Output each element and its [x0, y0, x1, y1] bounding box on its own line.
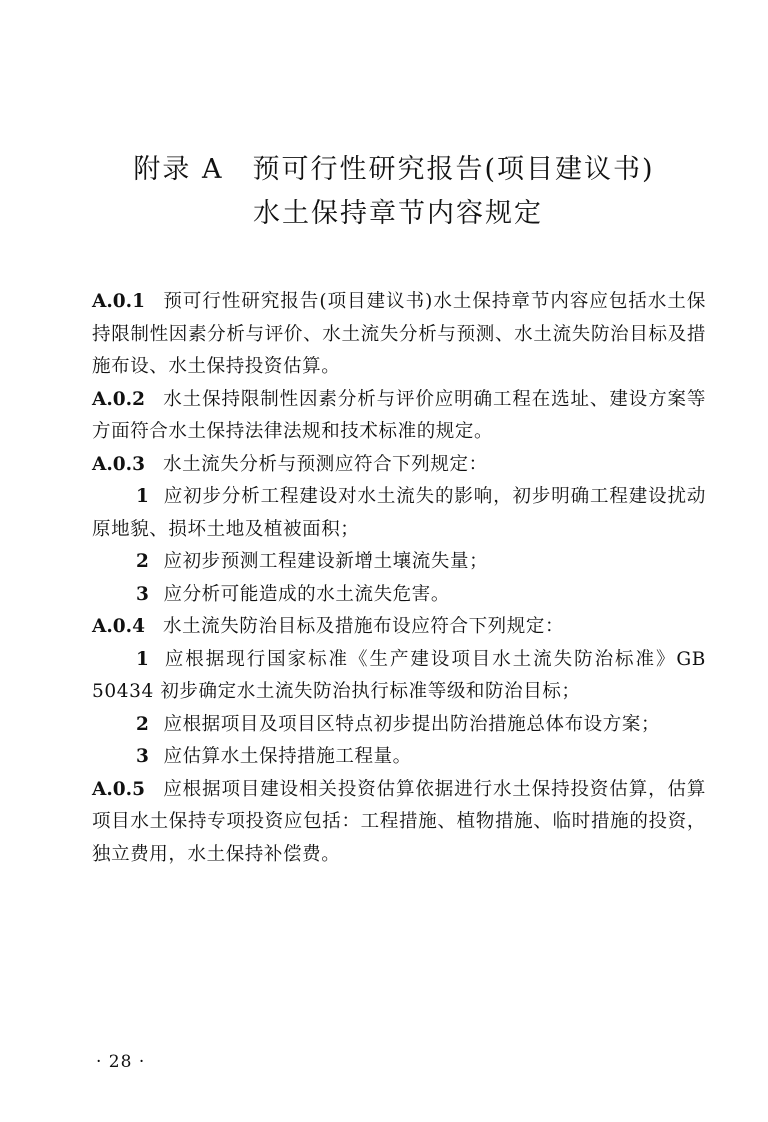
item-text: 应估算水土保持措施工程量。: [163, 746, 412, 767]
item-number: 1: [136, 486, 150, 507]
clause-text: 水土流失防治目标及措施布设应符合下列规定：: [162, 616, 565, 637]
clause-text: 水土保持限制性因素分析与评价应明确工程在选址、建设方案等方面符合水土保持法律法规和技术标准的规定。: [92, 388, 706, 442]
item-text: 应根据项目及项目区特点初步提出防治措施总体布设方案；: [163, 713, 661, 735]
clause-a05: [92, 774, 706, 872]
appendix-subtitle: 水土保持章节内容规定: [253, 198, 543, 229]
clause-a02: [92, 384, 706, 449]
clause-text: 预可行性研究报告(项目建议书)水土保持章节内容应包括水土保持限制性因素分析与评价、水土流失分析与预测、水土流失防治目标及措施布设、水土保持投资估算。: [92, 291, 706, 377]
list-item: [92, 644, 706, 709]
item-text: 应初步分析工程建设对水土流失的影响，初步明确工程建设扰动原地貌、损坏土地及植被面积；: [92, 486, 706, 540]
list-item: [92, 579, 706, 612]
clause-number: A.0.5: [92, 778, 145, 800]
list-item: [92, 709, 706, 742]
page-number: · 28 ·: [96, 1052, 146, 1072]
clause-number: A.0.4: [92, 616, 145, 637]
item-text: 应根据现行国家标准《生产建设项目水土流失防治标准》GB 50434 初步确定水土流失防治执行标准等级和防治目标；: [92, 648, 706, 702]
appendix-body: [92, 286, 706, 871]
clause-a03: [92, 449, 706, 482]
item-number: 2: [136, 713, 150, 735]
clause-a04: [92, 611, 706, 644]
item-number: 1: [136, 648, 150, 670]
clause-number: A.0.2: [92, 388, 145, 410]
item-text: 应初步预测工程建设新增土壤流失量；: [163, 551, 489, 572]
appendix-title: 附录 A 预可行性研究报告(项目建议书): [133, 154, 655, 185]
clause-text: 应根据项目建设相关投资估算依据进行水土保持投资估算，估算项目水土保持专项投资应包括：工程措施、植物措施、临时措施的投资，独立费用，水土保持补偿费。: [92, 778, 706, 865]
item-number: 3: [136, 583, 150, 605]
clause-text: 水土流失分析与预测应符合下列规定：: [162, 453, 488, 475]
clause-a01: [92, 286, 706, 384]
item-text: 应分析可能造成的水土流失危害。: [163, 583, 450, 605]
list-item: [92, 741, 706, 774]
item-number: 2: [136, 551, 150, 572]
list-item: [92, 481, 706, 546]
clause-number: A.0.3: [92, 453, 145, 475]
list-item: [92, 546, 706, 579]
item-number: 3: [136, 746, 150, 767]
clause-number: A.0.1: [92, 291, 145, 312]
